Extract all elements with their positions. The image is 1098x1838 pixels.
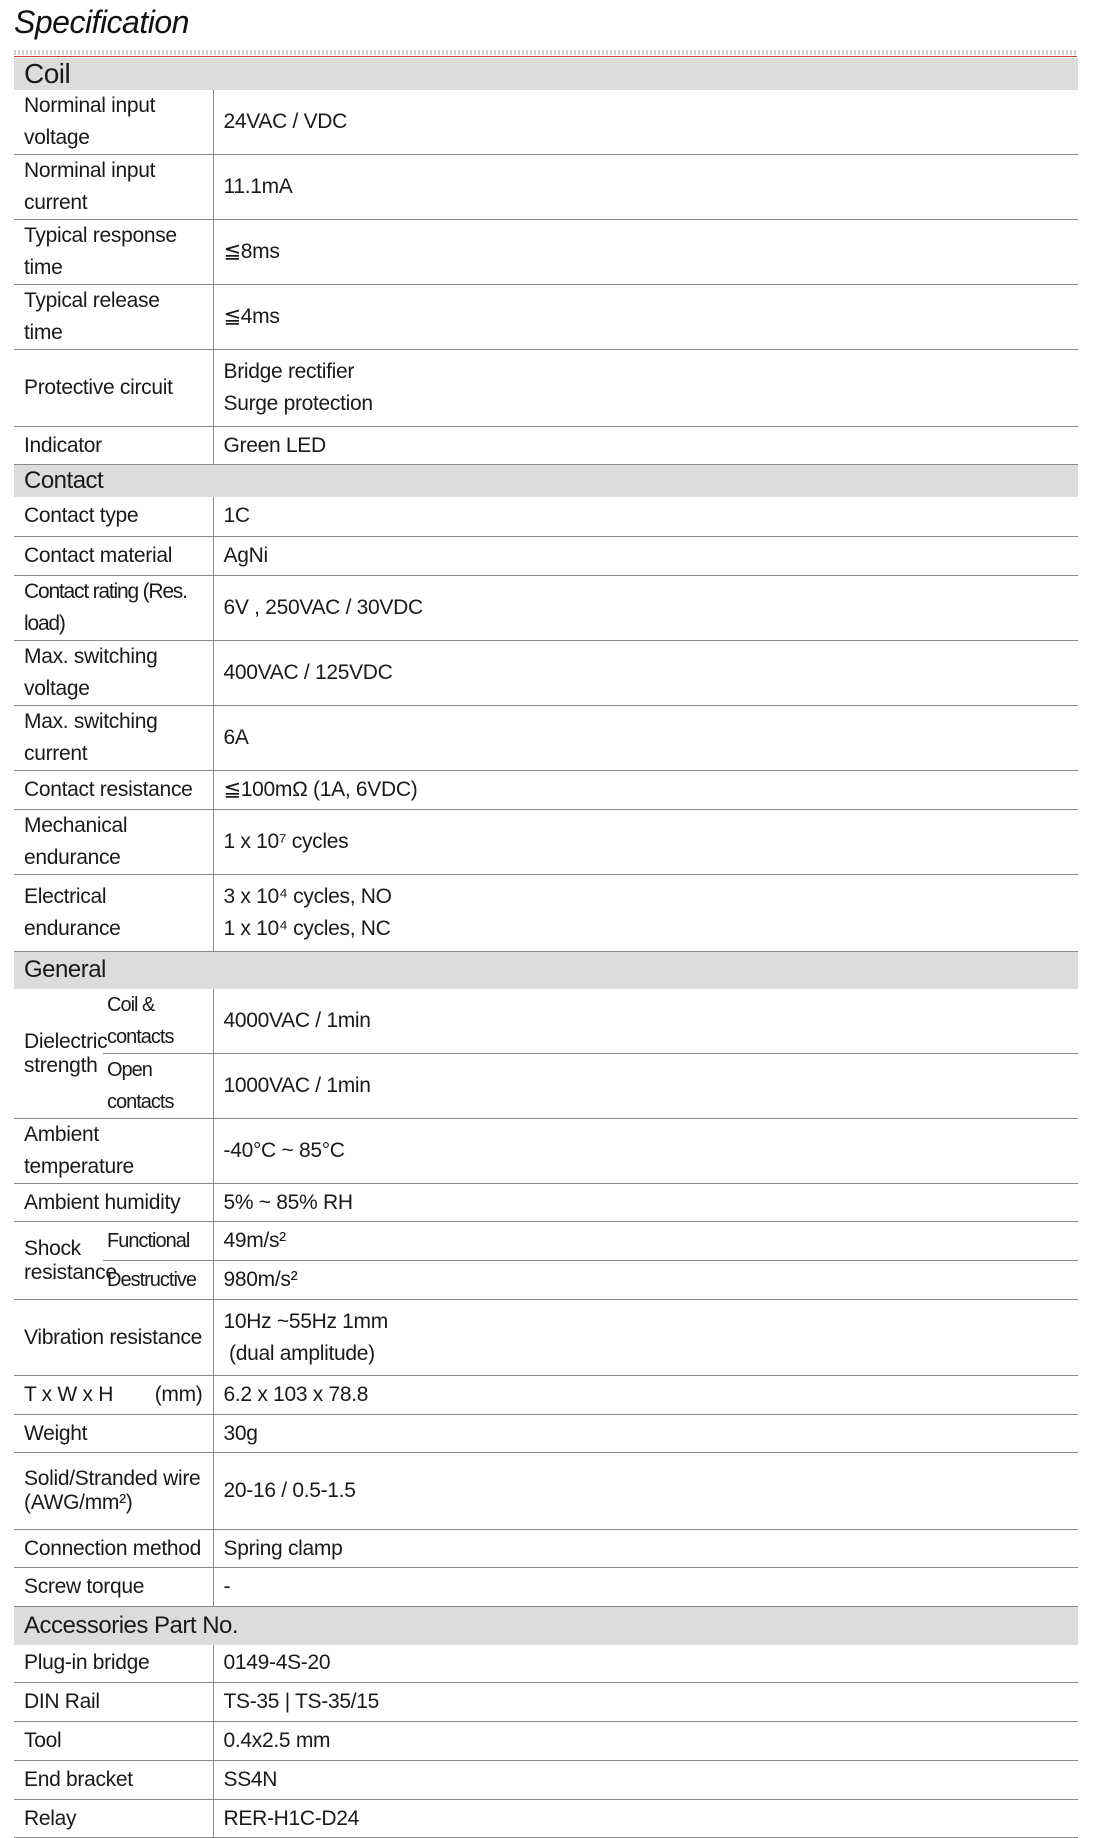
spec-row <box>14 1119 1078 1184</box>
spec-value: 49m/s² <box>213 1222 1078 1261</box>
spec-row <box>14 640 1078 705</box>
section-general <box>14 951 1078 989</box>
value-line: 3 x 10⁴ cycles, NO <box>223 884 392 908</box>
spec-value: Green LED <box>213 427 1078 465</box>
spec-label: Vibration resistance <box>14 1300 213 1376</box>
value-line: Bridge rectifier <box>223 360 355 383</box>
spec-value: TS-35 | TS-35/15 <box>213 1683 1078 1722</box>
spec-label: DIN Rail <box>14 1683 213 1722</box>
spec-value: 1000VAC / 1min <box>213 1054 1078 1119</box>
spec-label: End bracket <box>14 1761 213 1800</box>
spec-label: Typical release time <box>14 285 213 350</box>
title-divider <box>14 50 1077 55</box>
spec-label: Contact resistance <box>14 770 213 809</box>
spec-label <box>14 1453 213 1530</box>
spec-label: Contact material <box>14 536 213 575</box>
spec-label: Ambient humidity <box>14 1184 213 1222</box>
spec-value <box>213 1300 1078 1376</box>
spec-row <box>14 536 1078 575</box>
spec-value: 20-16 / 0.5-1.5 <box>213 1453 1078 1530</box>
spec-label: Electrical endurance <box>14 874 213 951</box>
spec-label: Contact type <box>14 497 213 536</box>
specification-table <box>14 58 1078 1838</box>
spec-value: 30g <box>213 1415 1078 1453</box>
section-contact <box>14 465 1078 498</box>
spec-row <box>14 1376 1078 1415</box>
spec-value: 6V , 250VAC / 30VDC <box>213 575 1078 640</box>
spec-value: ≦100mΩ (1A, 6VDC) <box>213 770 1078 809</box>
spec-row <box>14 1261 1078 1300</box>
spec-row <box>14 497 1078 536</box>
spec-value: 1C <box>213 497 1078 536</box>
page-title: Specification <box>14 4 189 40</box>
spec-value: 4000VAC / 1min <box>213 989 1078 1054</box>
spec-row <box>14 285 1078 350</box>
spec-value: 0.4x2.5 mm <box>213 1722 1078 1761</box>
spec-value: ≦4ms <box>213 285 1078 350</box>
spec-value: 0149-4S-20 <box>213 1645 1078 1683</box>
section-coil <box>14 58 1078 90</box>
spec-row <box>14 705 1078 770</box>
spec-row <box>14 220 1078 285</box>
spec-label: Ambient temperature <box>14 1119 213 1184</box>
spec-value: AgNi <box>213 536 1078 575</box>
spec-row <box>14 1415 1078 1453</box>
spec-row <box>14 575 1078 640</box>
spec-row <box>14 1530 1078 1568</box>
spec-row <box>14 427 1078 465</box>
spec-row <box>14 1683 1078 1722</box>
spec-row <box>14 809 1078 874</box>
label-line: (AWG/mm²) <box>24 1491 133 1514</box>
spec-label: Indicator <box>14 427 213 465</box>
spec-row <box>14 989 1078 1054</box>
value-line: (dual amplitude) <box>223 1341 375 1365</box>
spec-value: ≦8ms <box>213 220 1078 285</box>
spec-label: Mechanical endurance <box>14 809 213 874</box>
spec-row <box>14 350 1078 427</box>
spec-row <box>14 874 1078 951</box>
spec-label: Tool <box>14 1722 213 1761</box>
spec-row <box>14 1800 1078 1838</box>
spec-sublabel: Functional <box>103 1222 213 1261</box>
spec-row <box>14 1453 1078 1530</box>
spec-label: Max. switching current <box>14 705 213 770</box>
spec-value: 400VAC / 125VDC <box>213 640 1078 705</box>
spec-value: 1 x 10⁷ cycles <box>213 809 1078 874</box>
spec-row <box>14 1222 1078 1261</box>
value-line: Surge protection <box>223 392 373 415</box>
spec-value: Spring clamp <box>213 1530 1078 1568</box>
spec-row <box>14 1568 1078 1607</box>
spec-value <box>213 874 1078 951</box>
spec-sublabel: Open contacts <box>103 1054 213 1119</box>
spec-label <box>14 1376 213 1415</box>
section-accessories <box>14 1607 1078 1645</box>
spec-label: Plug-in bridge <box>14 1645 213 1683</box>
spec-row <box>14 1184 1078 1222</box>
spec-value: -40°C ~ 85°C <box>213 1119 1078 1184</box>
section-heading: General <box>14 951 1078 989</box>
spec-value: 5% ~ 85% RH <box>213 1184 1078 1222</box>
spec-label: Weight <box>14 1415 213 1453</box>
spec-value: 6A <box>213 705 1078 770</box>
spec-sublabel: Destructive <box>103 1261 213 1300</box>
spec-label: Norminal input voltage <box>14 90 213 155</box>
spec-label: Relay <box>14 1800 213 1838</box>
spec-label: Contact rating (Res. load) <box>14 575 213 640</box>
spec-row <box>14 90 1078 155</box>
spec-label: Typical response time <box>14 220 213 285</box>
spec-label: Protective circuit <box>14 350 213 427</box>
section-heading: Coil <box>14 58 1078 90</box>
spec-label: Screw torque <box>14 1568 213 1607</box>
spec-value: 11.1mA <box>213 155 1078 220</box>
spec-sublabel: Coil & contacts <box>103 989 213 1054</box>
spec-row <box>14 1645 1078 1683</box>
spec-label: Connection method <box>14 1530 213 1568</box>
spec-value: SS4N <box>213 1761 1078 1800</box>
section-heading: Accessories Part No. <box>14 1607 1078 1645</box>
section-heading: Contact <box>14 465 1078 498</box>
value-line: 1 x 10⁴ cycles, NC <box>223 916 391 940</box>
spec-value: 24VAC / VDC <box>213 90 1078 155</box>
spec-value: - <box>213 1568 1078 1607</box>
spec-value <box>213 350 1078 427</box>
value-line: 10Hz ~55Hz 1mm <box>223 1309 388 1333</box>
spec-row <box>14 770 1078 809</box>
spec-label: Shock resistance <box>14 1222 103 1300</box>
spec-value: 6.2 x 103 x 78.8 <box>213 1376 1078 1415</box>
spec-value: RER-H1C-D24 <box>213 1800 1078 1838</box>
spec-label: Max. switching voltage <box>14 640 213 705</box>
spec-row <box>14 1761 1078 1800</box>
dimension-unit: (mm) <box>154 1383 203 1406</box>
dimension-label: T x W x H <box>24 1383 114 1406</box>
spec-row <box>14 1722 1078 1761</box>
spec-value: 980m/s² <box>213 1261 1078 1300</box>
label-line: Solid/Stranded wire <box>24 1467 201 1490</box>
spec-row <box>14 1054 1078 1119</box>
spec-label: Dielectric strength <box>14 989 103 1119</box>
spec-row <box>14 1300 1078 1376</box>
spec-row <box>14 155 1078 220</box>
spec-label: Norminal input current <box>14 155 213 220</box>
